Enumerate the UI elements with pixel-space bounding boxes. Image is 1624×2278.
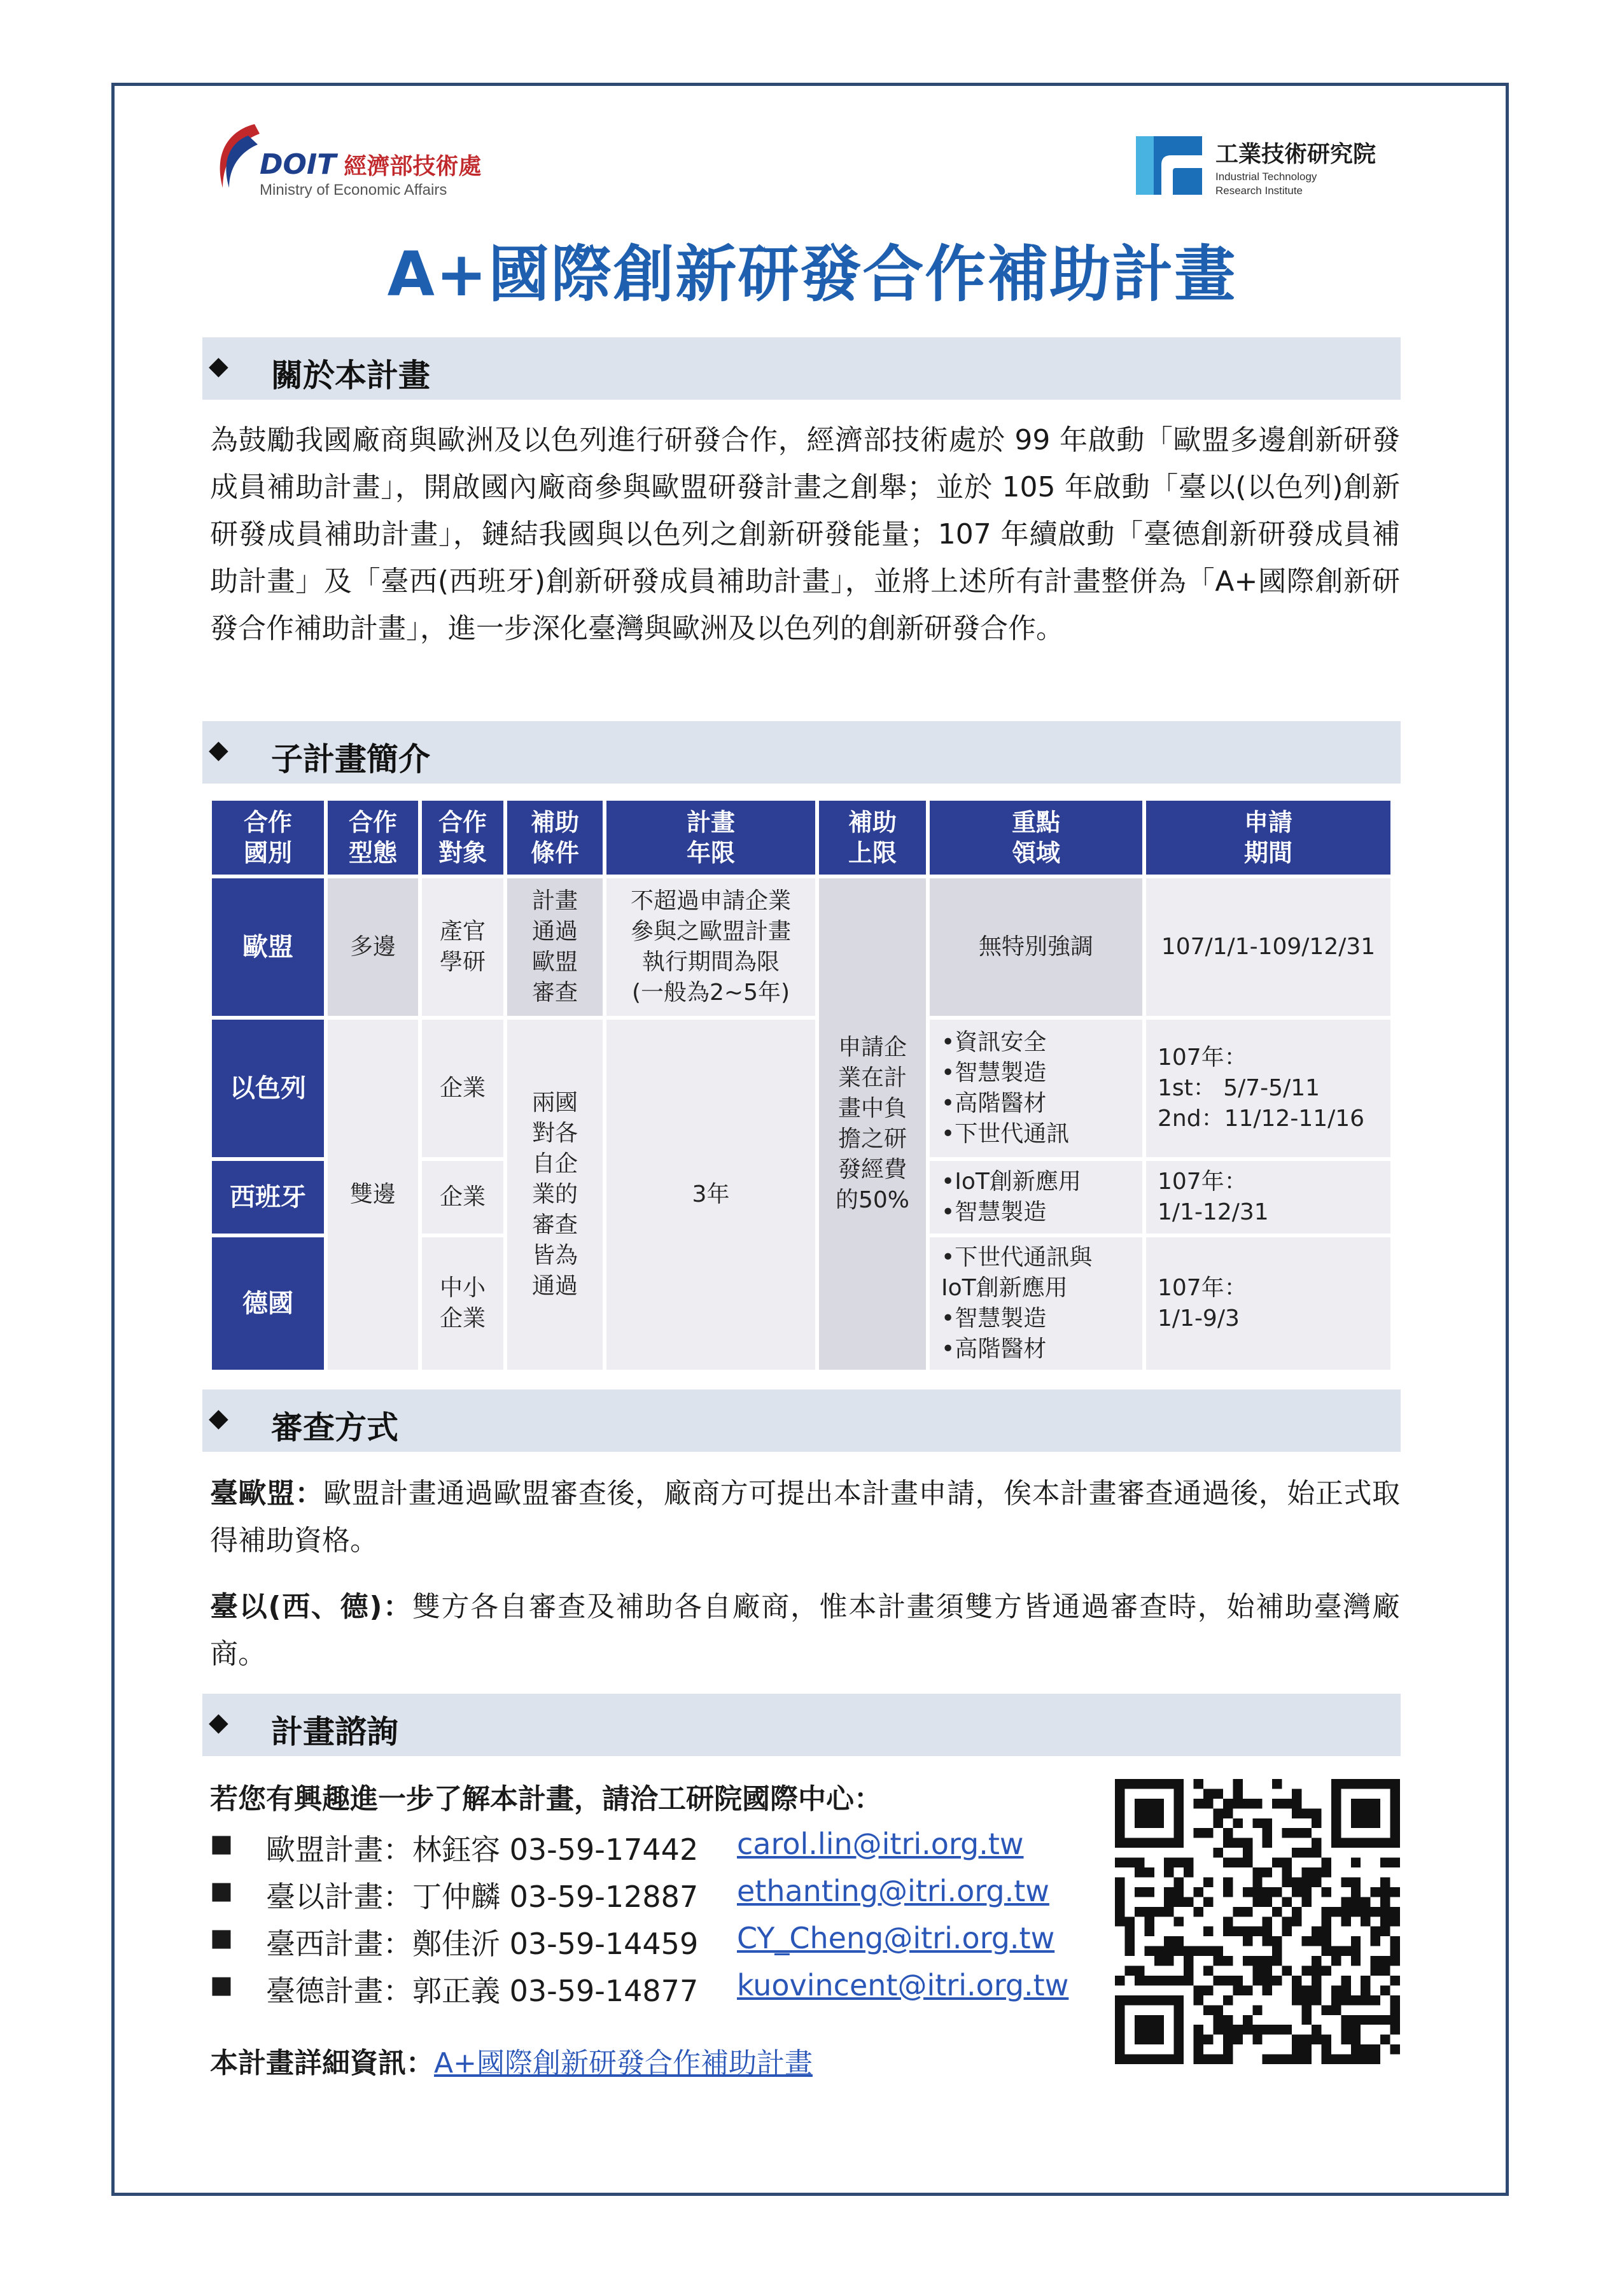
funding-cap-cell: 申請企 業在計 畫中負 擔之研 發經費 的50% bbox=[817, 876, 928, 1372]
subplan-table bbox=[210, 799, 1392, 1372]
section-title: 計畫諮詢 bbox=[271, 1713, 398, 1750]
bilateral-duration: 3年 bbox=[605, 1018, 817, 1372]
israel-period-year: 107年： bbox=[1158, 1044, 1247, 1071]
review-bilateral-paragraph bbox=[210, 1584, 1400, 1678]
consult-intro: 若您有興趣進一步了解本計畫，請洽工研院國際中心： bbox=[210, 1783, 882, 1815]
germany-focus: •下世代通訊與 IoT創新應用 •智慧製造 •高階醫材 bbox=[928, 1235, 1144, 1372]
about-paragraph: 為鼓勵我國廠商與歐洲及以色列進行研發合作，經濟部技術處於 99 年啟動「歐盟多邊創新研發成員補助計畫」，開啟國內廠商參與歐盟研發計畫之創舉；並於 105 年啟動「臺以(以色列)創新研發成員補助計畫」，鏈結我國與以色列之創新研發能量；107 年續啟動「臺德創新研發成員補助計畫」及「臺西(西班牙)創新研發成員補助計畫」，並將上述所有計畫整併為「A+國際創新研發合作補助計畫」，進一步深化臺灣與歐洲及以色列的創新研發合作。 bbox=[210, 424, 1400, 645]
table-header-cell: 補助 上限 bbox=[817, 799, 928, 876]
contact-name-phone: 臺德計畫：郭正義 03-59-14877 bbox=[266, 1974, 699, 2008]
israel-period bbox=[1144, 1018, 1392, 1159]
israel-period-2: 2nd：11/12-11/16 bbox=[1158, 1106, 1365, 1132]
contact-name-phone: 歐盟計畫：林鈺容 03-59-17442 bbox=[266, 1832, 699, 1867]
contact-name-phone: 臺以計畫：丁仲麟 03-59-12887 bbox=[266, 1880, 699, 1914]
contact-email-link[interactable]: carol.lin@itri.org.tw bbox=[737, 1827, 1024, 1861]
section-title: 審查方式 bbox=[271, 1409, 398, 1446]
diamond-bullet-icon: ◆ bbox=[209, 735, 228, 764]
row-header-israel: 以色列 bbox=[210, 1018, 326, 1159]
eu-focus: 無特別強調 bbox=[928, 876, 1144, 1018]
section-header-about bbox=[202, 337, 1401, 400]
contact-email-link[interactable]: ethanting@itri.org.tw bbox=[737, 1874, 1049, 1908]
section-header-review bbox=[202, 1389, 1401, 1452]
spain-target: 企業 bbox=[420, 1159, 505, 1235]
review-eu-paragraph bbox=[210, 1470, 1400, 1564]
table-header-cell: 合作 對象 bbox=[420, 799, 505, 876]
bilateral-type: 雙邊 bbox=[326, 1018, 420, 1372]
contact-email-link[interactable]: kuovincent@itri.org.tw bbox=[737, 1968, 1069, 2002]
row-header-eu: 歐盟 bbox=[210, 876, 326, 1018]
israel-period-1: 1st： 5/7-5/11 bbox=[1158, 1075, 1320, 1101]
contact-email-link[interactable]: CY_Cheng@itri.org.tw bbox=[737, 1921, 1055, 1955]
diamond-bullet-icon: ◆ bbox=[209, 351, 228, 381]
section-title: 子計畫簡介 bbox=[271, 741, 430, 778]
section-title: 關於本計畫 bbox=[271, 357, 430, 394]
review-bilateral-label: 臺以(西、德)： bbox=[210, 1591, 412, 1623]
doit-english-name: Ministry of Economic Affairs bbox=[260, 181, 447, 199]
eu-duration: 不超過申請企業 參與之歐盟計畫 執行期間為限 (一般為2~5年) bbox=[605, 876, 817, 1018]
table-header-cell: 合作 型態 bbox=[326, 799, 420, 876]
review-bilateral-text: 雙方各自審查及補助各自廠商，惟本計畫須雙方皆通過審查時，始補助臺灣廠商。 bbox=[210, 1591, 1401, 1670]
square-bullet-icon: ■ bbox=[210, 1971, 233, 1999]
israel-target: 企業 bbox=[420, 1018, 505, 1159]
bilateral-condition: 兩國 對各 自企 業的 審查 皆為 通過 bbox=[505, 1018, 605, 1372]
germany-period: 107年： 1/1-9/3 bbox=[1144, 1235, 1392, 1372]
diamond-bullet-icon: ◆ bbox=[209, 1708, 228, 1737]
detail-label: 本計畫詳細資訊： bbox=[210, 2047, 434, 2079]
israel-focus: •資訊安全 •智慧製造 •高階醫材 •下世代通訊 bbox=[928, 1018, 1144, 1159]
detail-info bbox=[210, 2040, 813, 2081]
page-title: A+國際創新研發合作補助計畫 bbox=[387, 239, 1237, 310]
square-bullet-icon: ■ bbox=[210, 1923, 233, 1951]
spain-focus: •IoT創新應用 •智慧製造 bbox=[928, 1159, 1144, 1235]
eu-type: 多邊 bbox=[326, 876, 420, 1018]
doit-swoosh-icon bbox=[210, 118, 261, 194]
diamond-bullet-icon: ◆ bbox=[209, 1403, 228, 1433]
eu-condition: 計畫 通過 歐盟 審查 bbox=[505, 876, 605, 1018]
square-bullet-icon: ■ bbox=[210, 1876, 233, 1904]
review-eu-label: 臺歐盟： bbox=[210, 1477, 324, 1510]
review-eu-text: 歐盟計畫通過歐盟審查後，廠商方可提出本計畫申請，俟本計畫審查通過後，始正式取得補助資格。 bbox=[210, 1477, 1401, 1557]
germany-target: 中小 企業 bbox=[420, 1235, 505, 1372]
contact-name-phone: 臺西計畫：鄭佳沂 03-59-14459 bbox=[266, 1927, 699, 1961]
spain-period: 107年： 1/1-12/31 bbox=[1144, 1159, 1392, 1235]
eu-target: 產官 學研 bbox=[420, 876, 505, 1018]
itri-name: 工業技術研究院 bbox=[1215, 141, 1376, 167]
table-header-cell: 合作 國別 bbox=[210, 799, 326, 876]
itri-english-line-1: Industrial Technology bbox=[1215, 171, 1317, 183]
itri-mark-icon bbox=[1136, 136, 1202, 195]
detail-link[interactable]: A+國際創新研發合作補助計畫 bbox=[434, 2047, 813, 2079]
table-header-cell: 重點 領域 bbox=[928, 799, 1144, 876]
section-header-subplans bbox=[202, 721, 1401, 784]
row-header-spain: 西班牙 bbox=[210, 1159, 326, 1235]
table-header-cell: 補助 條件 bbox=[505, 799, 605, 876]
section-header-consult bbox=[202, 1694, 1401, 1756]
qr-code-icon[interactable] bbox=[1115, 1779, 1400, 2064]
table-header-cell: 計畫 年限 bbox=[605, 799, 817, 876]
table-header-cell: 申請 期間 bbox=[1144, 799, 1392, 876]
doit-name: DOIT 經濟部技術處 bbox=[260, 148, 482, 181]
row-header-germany: 德國 bbox=[210, 1235, 326, 1372]
square-bullet-icon: ■ bbox=[210, 1829, 233, 1857]
eu-period: 107/1/1-109/12/31 bbox=[1144, 876, 1392, 1018]
itri-english-line-2: Research Institute bbox=[1215, 185, 1303, 197]
